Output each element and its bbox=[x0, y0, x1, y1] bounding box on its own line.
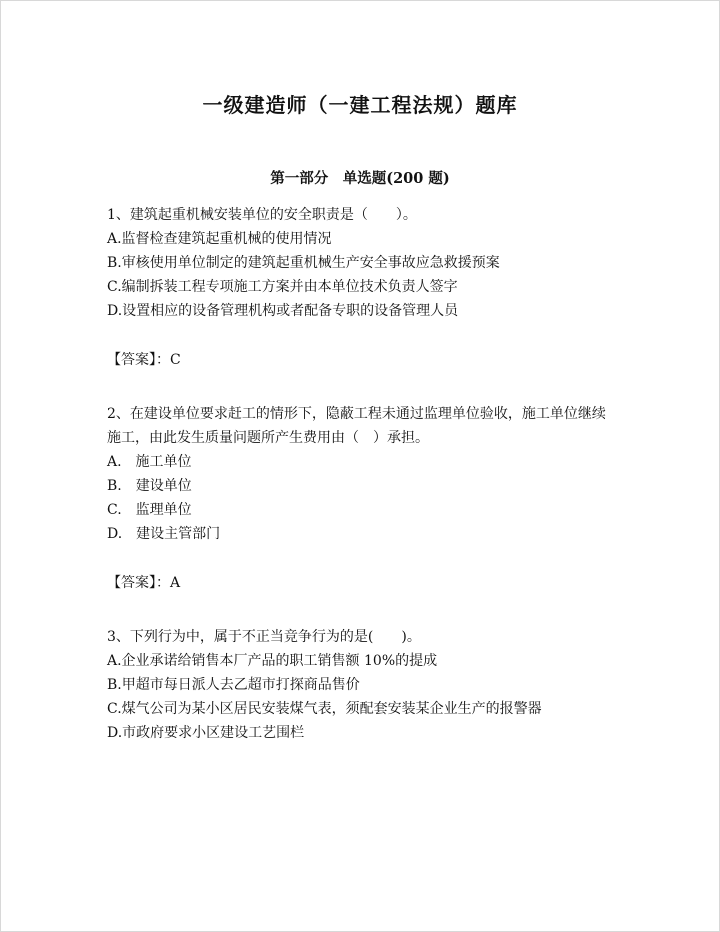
section-title: 第一部分 单选题(200 题) bbox=[270, 170, 450, 187]
option-d: D. 建设主管部门 bbox=[107, 526, 221, 542]
option-c: C.煤气公司为某小区居民安装煤气表，须配套安装某企业生产的报警器 bbox=[107, 701, 542, 717]
answer-value: C bbox=[170, 352, 181, 368]
option-a: A.监督检查建筑起重机械的使用情况 bbox=[107, 231, 332, 247]
question-1 bbox=[107, 203, 607, 372]
option-a: A. 施工单位 bbox=[107, 454, 192, 470]
question-list bbox=[107, 203, 607, 745]
question-stem: 1、建筑起重机械安装单位的安全职责是（ ）。 bbox=[107, 207, 417, 223]
answer-value: A bbox=[170, 575, 181, 591]
answer-line bbox=[107, 348, 607, 372]
option-a: A.企业承诺给销售本厂产品的职工销售额 10%的提成 bbox=[107, 653, 438, 669]
answer-line bbox=[107, 571, 607, 595]
option-b: B. 建设单位 bbox=[107, 478, 192, 494]
question-3 bbox=[107, 625, 607, 745]
answer-label: 【答案】： bbox=[107, 352, 170, 368]
option-c: C.编制拆装工程专项施工方案并由本单位技术负责人签字 bbox=[107, 279, 458, 295]
option-c: C. 监理单位 bbox=[107, 502, 192, 518]
option-b: B.审核使用单位制定的建筑起重机械生产安全事故应急救援预案 bbox=[107, 255, 500, 271]
question-stem: 2、在建设单位要求赶工的情形下，隐蔽工程未通过监理单位验收，施工单位继续施工，由此发生质量问题所产生费用由（ ）承担。 bbox=[107, 406, 606, 446]
answer-label: 【答案】： bbox=[107, 575, 170, 591]
question-stem: 3、下列行为中，属于不正当竞争行为的是( )。 bbox=[107, 629, 421, 645]
question-2 bbox=[107, 402, 607, 595]
option-d: D.市政府要求小区建设工艺围栏 bbox=[107, 725, 305, 741]
option-d: D.设置相应的设备管理机构或者配备专职的设备管理人员 bbox=[107, 303, 459, 319]
option-b: B.甲超市每日派人去乙超市打探商品售价 bbox=[107, 677, 360, 693]
document-title: 一级建造师（一建工程法规）题库 bbox=[202, 93, 518, 117]
